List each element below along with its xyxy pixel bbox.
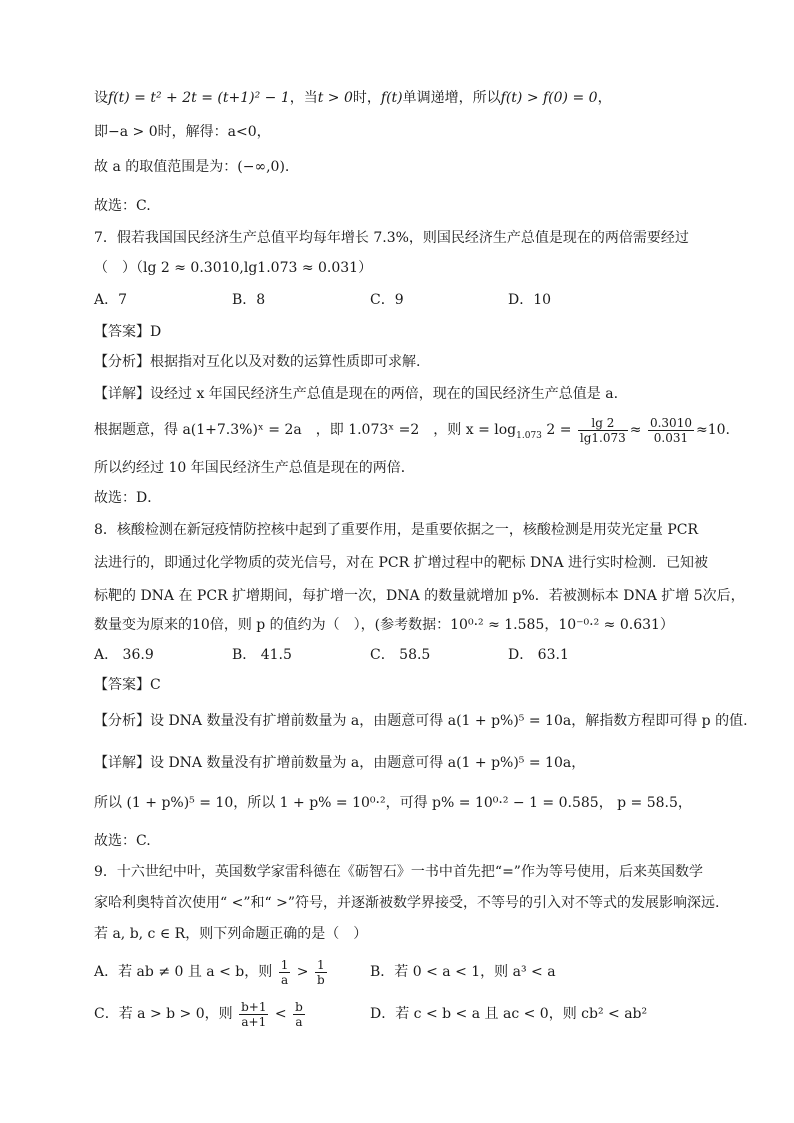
solution-line-2: 即−a > 0时，解得：a<0，	[94, 124, 271, 140]
q7-option-d: D．10	[508, 292, 552, 308]
question-7-text: 7．假若我国国民经济生产总值平均每年增长 7.3%，则国民经济生产总值是现在的两倍需要经过	[94, 230, 689, 246]
q9-option-c: C．若 a > b > 0，则 $\frac{b+1}{a+1}$ < $\frac{b}{a}$	[94, 999, 303, 1029]
q7-answer: 【答案】D	[94, 324, 162, 340]
q9-option-a: A．若 ab ≠ 0 且 a < b，则 $\frac{1}{a}$ > $\frac{1}{b}$	[94, 957, 325, 987]
question-7-hint: （ ）（lg 2 ≈ 0.3010,lg1.073 ≈ 0.031）	[94, 260, 373, 276]
q9-option-b: B．若 0 < a < 1，则 a³ < a	[370, 964, 556, 980]
q8-option-d: D． 63.1	[508, 647, 569, 663]
q9-option-d: D．若 c < b < a 且 ac < 0，则 cb² < ab²	[370, 1006, 648, 1022]
question-9-line-1: 9．十六世纪中叶，英国数学家雷科德在《砺智石》一书中首先把“=”作为等号使用，后来英国数学	[94, 864, 703, 880]
question-8-line-2: 法进行的，即通过化学物质的荧光信号，对在 PCR 扩增过程中的靶标 DNA 进行实时检测．已知被	[94, 555, 709, 571]
solution-choice: 故选：C.	[94, 198, 151, 214]
q7-option-a: A．7	[94, 292, 128, 308]
q7-detail-line-3: 所以约经过 10 年国民经济生产总值是现在的两倍．	[94, 460, 415, 476]
fraction: $\frac{0.3010}{0.031}$	[649, 415, 692, 445]
q8-analysis: 【分析】设 DNA 数量没有扩增前数量为 a，由题意可得 a(1 + p%)⁵ = 10a，解指数方程即可得 p 的值.	[94, 713, 748, 729]
q7-detail: 【详解】设经过 x 年国民经济生产总值是现在的两倍，现在的国民经济生产总值是 a.	[94, 386, 619, 402]
q7-choice: 故选：D．	[94, 490, 162, 506]
q7-option-c: C．9	[370, 292, 404, 308]
q8-choice: 故选：C.	[94, 833, 151, 849]
q8-option-b: B． 41.5	[232, 647, 292, 663]
question-8-line-3: 标靶的 DNA 在 PCR 扩增期间，每扩增一次，DNA 的数量就增加 p%．若被测标本 DNA 扩增 5次后，	[94, 588, 745, 604]
question-9-line-3: 若 a, b, c ∈ R，则下列命题正确的是（ ）	[94, 926, 368, 942]
question-8-line-4: 数量变为原来的10倍，则 p 的值约为（ ），(参考数据：10⁰·² ≈ 1.585，10⁻⁰·² ≈ 0.631）	[94, 617, 674, 633]
q8-detail-line-2: 所以 (1 + p%)⁵ = 10，所以 1 + p% = 10⁰·²，可得 p% = 10⁰·² − 1 = 0.585， p = 58.5，	[94, 795, 692, 811]
q7-detail-line-2: 根据题意，得 a(1+7.3%)ˣ = 2a ，即 1.073ˣ =2 ，则 $x = \log_{1.073} 2$ = $\frac{\lg 2}{\lg 1.073}$ ≈ $\frac{0.3010}{0.031}$ ≈10.	[94, 415, 730, 445]
q8-option-a: A． 36.9	[94, 647, 154, 663]
q7-option-b: B．8	[232, 292, 266, 308]
q8-answer: 【答案】C	[94, 677, 161, 693]
fraction: $\frac{\lg 2}{\lg 1.073}$	[579, 415, 626, 445]
solution-line-3: 故 a 的取值范围是为：(−∞,0).	[94, 159, 290, 175]
q8-detail: 【详解】设 DNA 数量没有扩增前数量为 a，由题意可得 a(1 + p%)⁵ = 10a，	[94, 755, 586, 771]
q7-analysis: 【分析】根据指对互化以及对数的运算性质即可求解.	[94, 354, 421, 370]
question-8-line-1: 8．核酸检测在新冠疫情防控核中起到了重要作用，是重要依据之一，核酸检测是用荧光定量 PCR	[94, 522, 699, 538]
question-9-line-2: 家哈利奥特首次使用“ <”和“ >”符号，并逐渐被数学界接受，不等号的引入对不等式的发展影响深远.	[94, 895, 720, 911]
solution-line-1: 设f(t) = t² + 2t = (t+1)² − 1，当t > 0时，f(t)单调递增，所以f(t) > f(0) = 0，	[94, 90, 612, 106]
q8-option-c: C． 58.5	[370, 647, 431, 663]
